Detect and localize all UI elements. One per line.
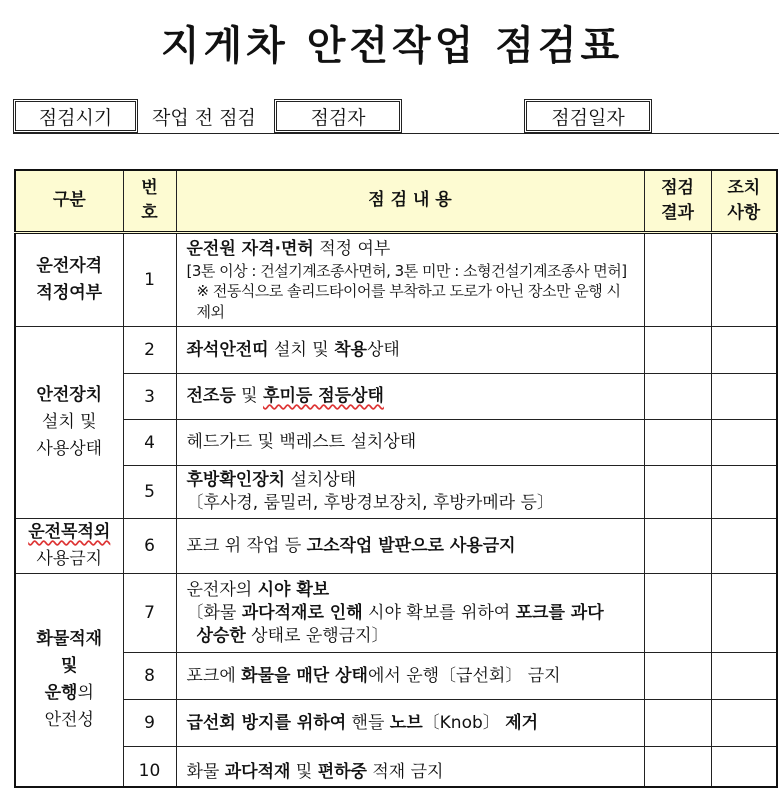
content-text: 및 [235,386,264,407]
content-text: 포크에 [186,665,242,686]
category-cell [15,233,123,327]
result-cell[interactable] [644,466,711,519]
header-action: 조치 사항 [711,170,777,233]
content-text: 포크 위 작업 등 [186,535,307,556]
header-category: 구분 [15,170,123,233]
row-number: 5 [123,466,176,519]
action-cell[interactable] [711,653,777,700]
content-bold: 고소작업 발판으로 사용금지 [306,535,516,556]
content-bold: 착용 [334,339,367,360]
action-cell[interactable] [711,374,777,420]
content-text: 설치상태 [285,470,357,491]
content-cell [176,374,644,420]
content-text: 〔화물 [186,602,242,623]
result-cell[interactable] [644,653,711,700]
header-number: 번 호 [123,170,176,233]
table-row [15,420,777,466]
content-bold: 노브 [389,712,423,733]
content-bold: 화물을 매단 상태 [241,665,368,686]
row-number: 4 [123,420,176,466]
content-cell [176,327,644,374]
content-cell [176,747,644,787]
row-number: 9 [123,700,176,747]
content-text: 적재 금지 [366,762,444,783]
content-text: 운전자의 [186,579,258,600]
table-row [15,466,777,519]
result-cell[interactable] [644,420,711,466]
result-cell[interactable] [644,747,711,787]
action-cell[interactable] [711,327,777,374]
header-result: 점검 결과 [644,170,711,233]
row-number: 6 [123,519,176,574]
table-row [15,327,777,374]
content-text: 상태 [366,339,400,360]
content-bold: 제거 [505,712,539,733]
content-text: 시야 확보를 위하여 [362,602,516,623]
content-text: 〔Knob〕 [422,712,506,733]
result-cell[interactable] [644,233,711,327]
table-row [15,747,777,787]
content-cell: 헤드가드 및 백레스트 설치상태 [176,420,644,466]
content-text: 설치 및 [268,339,335,360]
row-number: 7 [123,574,176,653]
result-cell[interactable] [644,519,711,574]
inspection-time-value: 작업 전 점검 [152,106,256,129]
category-label: 화물적재 및 운행 [36,628,103,704]
action-cell[interactable] [711,233,777,327]
table-row [15,700,777,747]
content-cell [176,233,644,327]
category-label: 안전장치 [36,384,103,405]
table-row [15,374,777,420]
table-row [15,574,777,653]
action-cell[interactable] [711,747,777,787]
inspection-time-label: 점검시기 [13,99,138,133]
content-bold: 급선회 방지를 위하여 [186,712,347,733]
category-label: 운전목적외 [28,522,111,542]
table-row [15,233,777,327]
action-cell[interactable] [711,700,777,747]
category-cell [15,574,123,787]
content-text: 에서 운행〔급선회〕 금지 [367,665,561,686]
category-cell [15,327,123,519]
content-note: ※ 전동식으로 솔리드타이어를 부착하고 도로가 아닌 장소만 운행 시 제외 [196,282,621,321]
content-bold: 포크를 과다 [515,602,604,623]
content-cell [176,574,644,653]
content-text: 상태로 운행금지〕 [245,625,389,646]
result-cell[interactable] [644,327,711,374]
result-cell[interactable] [644,574,711,653]
content-text: 및 [290,762,318,783]
inspector-label: 점검자 [274,99,402,133]
action-cell[interactable] [711,420,777,466]
document-title: 지게차 안전작업 점검표 [160,23,624,69]
inspection-info-row [13,98,779,136]
content-bold: 편하중 [317,762,367,783]
table-header-row [15,170,777,233]
content-text: 적정 여부 [313,239,391,260]
content-bold: 후미등 점등상태 [263,386,384,407]
action-cell[interactable] [711,519,777,574]
content-bold: 과다적재 [224,762,291,783]
content-bold: 과다적재로 인해 [241,602,363,623]
content-cell [176,700,644,747]
table-row [15,653,777,700]
result-cell[interactable] [644,700,711,747]
row-number: 1 [123,233,176,327]
category-suffix: 의 [77,683,94,704]
content-text: 핸들 [346,712,390,733]
info-baseline [13,133,779,134]
row-number: 2 [123,327,176,374]
content-bold: 상승한 [196,625,246,646]
content-bold: 시야 확보 [257,579,330,600]
category-cell [15,519,123,574]
row-number: 3 [123,374,176,420]
inspection-date-label: 점검일자 [524,99,652,133]
action-cell[interactable] [711,574,777,653]
content-bold: 운전원 자격·면허 [186,239,314,260]
category-sublabel: 설치 및 사용상태 [36,411,103,460]
category-label: 운전자격 적정여부 [36,255,103,303]
result-cell[interactable] [644,374,711,420]
content-text: 화물 [186,762,225,783]
content-bold: 전조등 [186,386,236,407]
content-cell [176,519,644,574]
checklist-table [14,169,778,788]
row-number: 10 [123,747,176,787]
content-bold: 후방확인장치 [186,470,286,491]
content-subline: 〔후사경, 룸밀러, 후방경보장치, 후방카메라 등〕 [186,493,554,513]
header-content: 점 검 내 용 [176,170,644,233]
action-cell[interactable] [711,466,777,519]
content-subline: [3톤 이상 : 건설기계조종사면허, 3톤 미만 : 소형건설기계조종사 면허] [186,262,627,281]
category-sublabel: 안전성 [44,710,94,731]
content-bold: 좌석안전띠 [186,339,269,360]
row-number: 8 [123,653,176,700]
category-sublabel: 사용금지 [36,549,103,570]
table-row [15,519,777,574]
content-cell [176,653,644,700]
content-cell [176,466,644,519]
